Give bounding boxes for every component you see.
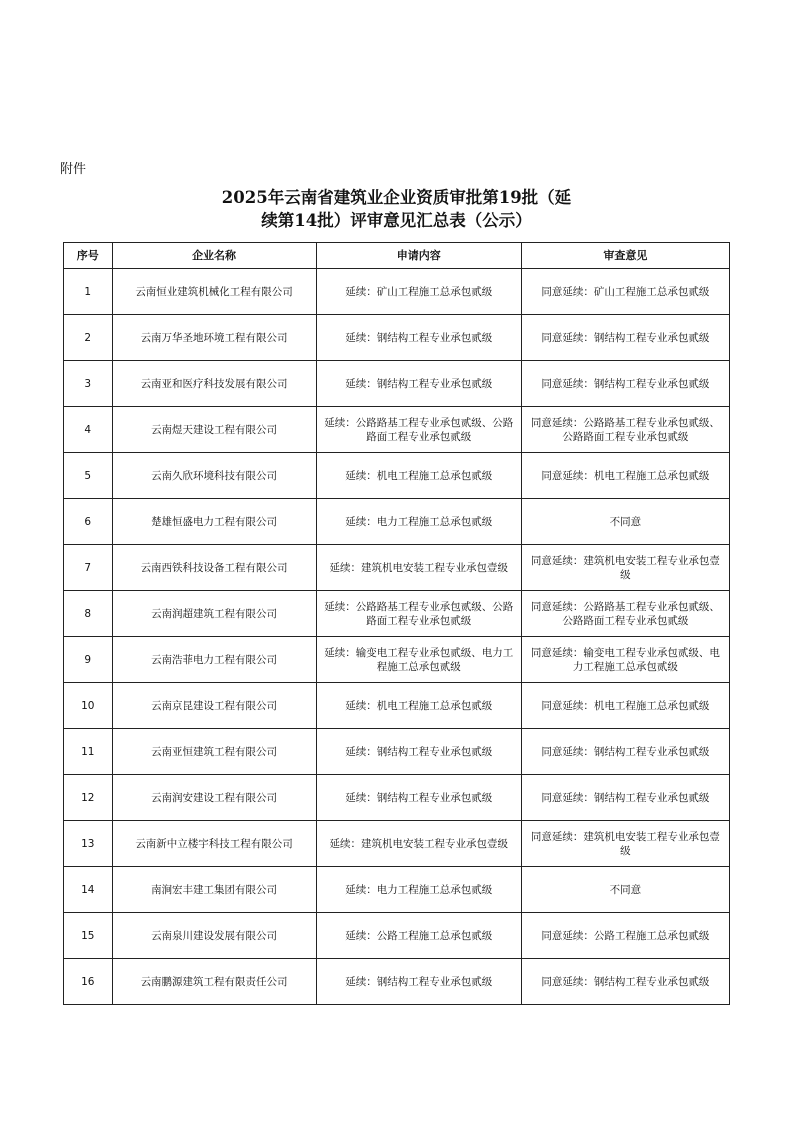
review-opinion: 同意延续：钢结构工程专业承包贰级 xyxy=(521,775,729,821)
review-opinion: 同意延续：公路路基工程专业承包贰级、公路路面工程专业承包贰级 xyxy=(521,407,729,453)
header-index: 序号 xyxy=(64,243,113,269)
company-name: 云南西铁科技设备工程有限公司 xyxy=(112,545,316,591)
header-company: 企业名称 xyxy=(112,243,316,269)
row-index: 9 xyxy=(64,637,113,683)
review-opinion: 同意延续：公路路基工程专业承包贰级、公路路面工程专业承包贰级 xyxy=(521,591,729,637)
review-opinion: 同意延续：机电工程施工总承包贰级 xyxy=(521,683,729,729)
company-name: 云南京昆建设工程有限公司 xyxy=(112,683,316,729)
review-opinion: 同意延续：输变电工程专业承包贰级、电力工程施工总承包贰级 xyxy=(521,637,729,683)
application-content: 延续：机电工程施工总承包贰级 xyxy=(316,453,521,499)
review-opinion: 同意延续：机电工程施工总承包贰级 xyxy=(521,453,729,499)
row-index: 1 xyxy=(64,269,113,315)
application-content: 延续：矿山工程施工总承包贰级 xyxy=(316,269,521,315)
table-row xyxy=(64,913,730,959)
row-index: 15 xyxy=(64,913,113,959)
review-opinion: 同意延续：钢结构工程专业承包贰级 xyxy=(521,959,729,1005)
table-row xyxy=(64,453,730,499)
header-opinion: 审查意见 xyxy=(521,243,729,269)
application-content: 延续：建筑机电安装工程专业承包壹级 xyxy=(316,545,521,591)
company-name: 楚雄恒盛电力工程有限公司 xyxy=(112,499,316,545)
application-content: 延续：建筑机电安装工程专业承包壹级 xyxy=(316,821,521,867)
row-index: 7 xyxy=(64,545,113,591)
company-name: 云南久欣环境科技有限公司 xyxy=(112,453,316,499)
title-line-1: 2025年云南省建筑业企业资质审批第19批（延 xyxy=(221,188,572,207)
table-row xyxy=(64,867,730,913)
table-row xyxy=(64,775,730,821)
row-index: 11 xyxy=(64,729,113,775)
application-content: 延续：公路工程施工总承包贰级 xyxy=(316,913,521,959)
company-name: 南涧宏丰建工集团有限公司 xyxy=(112,867,316,913)
company-name: 云南新中立楼宇科技工程有限公司 xyxy=(112,821,316,867)
application-content: 延续：输变电工程专业承包贰级、电力工程施工总承包贰级 xyxy=(316,637,521,683)
company-name: 云南浩菲电力工程有限公司 xyxy=(112,637,316,683)
table-row xyxy=(64,683,730,729)
review-opinion: 同意延续：建筑机电安装工程专业承包壹级 xyxy=(521,545,729,591)
table-row xyxy=(64,269,730,315)
table-row xyxy=(64,407,730,453)
row-index: 5 xyxy=(64,453,113,499)
row-index: 16 xyxy=(64,959,113,1005)
application-content: 延续：机电工程施工总承包贰级 xyxy=(316,683,521,729)
application-content: 延续：公路路基工程专业承包贰级、公路路面工程专业承包贰级 xyxy=(316,591,521,637)
review-opinion: 不同意 xyxy=(521,867,729,913)
review-summary-table xyxy=(63,242,730,1005)
company-name: 云南亚和医疗科技发展有限公司 xyxy=(112,361,316,407)
document-title xyxy=(150,186,643,232)
table-row xyxy=(64,821,730,867)
table-row xyxy=(64,729,730,775)
table-row xyxy=(64,545,730,591)
company-name: 云南泉川建设发展有限公司 xyxy=(112,913,316,959)
application-content: 延续：钢结构工程专业承包贰级 xyxy=(316,959,521,1005)
company-name: 云南润超建筑工程有限公司 xyxy=(112,591,316,637)
review-opinion: 同意延续：建筑机电安装工程专业承包壹级 xyxy=(521,821,729,867)
application-content: 延续：钢结构工程专业承包贰级 xyxy=(316,361,521,407)
company-name: 云南万华圣地环境工程有限公司 xyxy=(112,315,316,361)
application-content: 延续：电力工程施工总承包贰级 xyxy=(316,867,521,913)
row-index: 2 xyxy=(64,315,113,361)
table-row xyxy=(64,361,730,407)
review-opinion: 不同意 xyxy=(521,499,729,545)
application-content: 延续：钢结构工程专业承包贰级 xyxy=(316,315,521,361)
company-name: 云南煜天建设工程有限公司 xyxy=(112,407,316,453)
company-name: 云南润安建设工程有限公司 xyxy=(112,775,316,821)
table-header-row xyxy=(64,243,730,269)
review-opinion: 同意延续：钢结构工程专业承包贰级 xyxy=(521,729,729,775)
table-row xyxy=(64,591,730,637)
company-name: 云南鹏源建筑工程有限责任公司 xyxy=(112,959,316,1005)
title-line-2: 续第14批）评审意见汇总表（公示） xyxy=(261,211,532,230)
row-index: 13 xyxy=(64,821,113,867)
review-opinion: 同意延续：钢结构工程专业承包贰级 xyxy=(521,361,729,407)
attachment-label: 附件 xyxy=(60,162,87,177)
review-opinion: 同意延续：公路工程施工总承包贰级 xyxy=(521,913,729,959)
table-row xyxy=(64,315,730,361)
application-content: 延续：钢结构工程专业承包贰级 xyxy=(316,775,521,821)
review-opinion: 同意延续：矿山工程施工总承包贰级 xyxy=(521,269,729,315)
table-row xyxy=(64,959,730,1005)
company-name: 云南亚恒建筑工程有限公司 xyxy=(112,729,316,775)
table-row xyxy=(64,637,730,683)
table-row xyxy=(64,499,730,545)
row-index: 3 xyxy=(64,361,113,407)
row-index: 4 xyxy=(64,407,113,453)
row-index: 12 xyxy=(64,775,113,821)
company-name: 云南恒业建筑机械化工程有限公司 xyxy=(112,269,316,315)
application-content: 延续：公路路基工程专业承包贰级、公路路面工程专业承包贰级 xyxy=(316,407,521,453)
row-index: 6 xyxy=(64,499,113,545)
review-opinion: 同意延续：钢结构工程专业承包贰级 xyxy=(521,315,729,361)
header-application: 申请内容 xyxy=(316,243,521,269)
row-index: 14 xyxy=(64,867,113,913)
row-index: 10 xyxy=(64,683,113,729)
application-content: 延续：电力工程施工总承包贰级 xyxy=(316,499,521,545)
row-index: 8 xyxy=(64,591,113,637)
application-content: 延续：钢结构工程专业承包贰级 xyxy=(316,729,521,775)
